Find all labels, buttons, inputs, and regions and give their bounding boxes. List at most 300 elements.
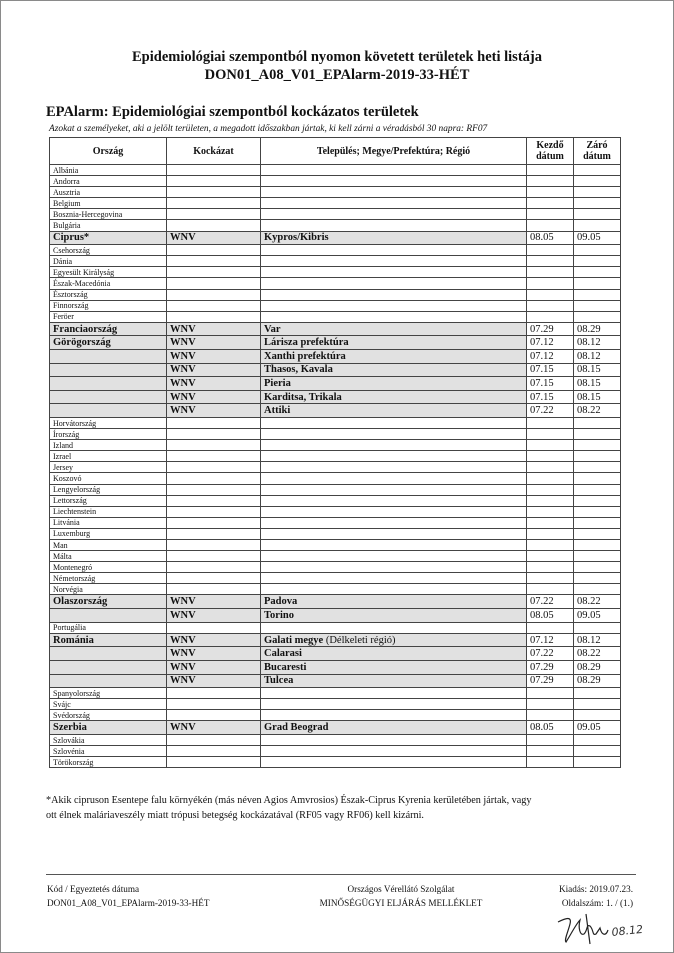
place-cell	[261, 688, 527, 699]
country-cell: Franciaország	[50, 322, 167, 336]
risk-cell	[167, 440, 261, 451]
place-cell: Torino	[261, 609, 527, 623]
end-date-cell	[574, 484, 621, 495]
footnote-line-1: *Akik cipruson Esentepe falu környékén (más néven Agios Amvrosios) Észak-Ciprus Kyrenia kerületében jártak, vagy	[46, 795, 532, 806]
country-cell: Lettország	[50, 495, 167, 506]
end-date-cell	[574, 220, 621, 231]
end-date-cell: 08.12	[574, 336, 621, 350]
country-cell: Norvégia	[50, 584, 167, 595]
risk-cell	[167, 584, 261, 595]
table-row	[50, 710, 621, 721]
footnote-line-2: ott élnek maláriaveszély miatt trópusi betegség kockázatával (RF05 vagy RF06) kell kizárni.	[46, 810, 424, 821]
table-row	[50, 404, 621, 418]
end-date-cell	[574, 187, 621, 198]
place-region: (Délkeleti régió)	[325, 634, 396, 646]
table-row	[50, 322, 621, 336]
country-cell: Észtország	[50, 289, 167, 300]
end-date-cell: 08.29	[574, 322, 621, 336]
risk-cell	[167, 417, 261, 428]
start-date-cell	[527, 462, 574, 473]
country-cell: Izrael	[50, 451, 167, 462]
place-cell	[261, 278, 527, 289]
country-cell: Liechtenstein	[50, 506, 167, 517]
risk-cell	[167, 484, 261, 495]
country-cell	[50, 390, 167, 404]
svg-text:08.12: 08.12	[610, 922, 644, 939]
country-cell	[50, 363, 167, 377]
start-date-cell	[527, 209, 574, 220]
country-cell	[50, 377, 167, 391]
risk-cell	[167, 209, 261, 220]
risk-cell	[167, 165, 261, 176]
start-date-cell	[527, 176, 574, 187]
place-cell: Thasos, Kavala	[261, 363, 527, 377]
table-row	[50, 451, 621, 462]
country-cell: Bulgária	[50, 220, 167, 231]
place-cell	[261, 710, 527, 721]
table-row	[50, 311, 621, 322]
end-date-cell: 09.05	[574, 721, 621, 735]
table-row	[50, 495, 621, 506]
risk-cell	[167, 746, 261, 757]
place-cell	[261, 256, 527, 267]
start-date-cell	[527, 311, 574, 322]
country-cell: Horvátország	[50, 417, 167, 428]
start-date-cell	[527, 417, 574, 428]
risk-cell: WNV	[167, 647, 261, 661]
risk-cell	[167, 176, 261, 187]
country-cell	[50, 404, 167, 418]
start-date-cell	[527, 622, 574, 633]
table-row	[50, 377, 621, 391]
start-date-cell: 07.29	[527, 322, 574, 336]
table-row	[50, 699, 621, 710]
risk-cell	[167, 528, 261, 539]
end-date-cell	[574, 429, 621, 440]
country-cell	[50, 350, 167, 364]
table-row	[50, 622, 621, 633]
table-row	[50, 517, 621, 528]
country-cell: Ciprus*	[50, 231, 167, 245]
end-date-cell	[574, 735, 621, 746]
risk-cell: WNV	[167, 377, 261, 391]
country-cell: Románia	[50, 633, 167, 647]
start-date-cell	[527, 484, 574, 495]
place-cell	[261, 735, 527, 746]
table-row	[50, 300, 621, 311]
end-date-cell	[574, 417, 621, 428]
section-note: Azokat a személyeket, aki a jelölt területen, a megadott időszakban jártak, ki kell zárni a véradásból 30 napra: RF07	[49, 124, 488, 134]
risk-cell	[167, 300, 261, 311]
footer-procedure: MINŐSÉGÜGYI ELJÁRÁS MELLÉKLET	[319, 898, 483, 908]
start-date-cell	[527, 187, 574, 198]
footer-organization: Országos Vérellátó Szolgálat	[347, 884, 455, 894]
country-cell: Portugália	[50, 622, 167, 633]
end-date-cell: 08.29	[574, 674, 621, 688]
end-date-cell	[574, 746, 621, 757]
country-cell	[50, 647, 167, 661]
footer-code-label: Kód / Egyeztetés dátuma	[47, 884, 140, 894]
start-date-cell	[527, 746, 574, 757]
place-cell	[261, 746, 527, 757]
country-cell	[50, 674, 167, 688]
risk-cell	[167, 506, 261, 517]
country-cell: Luxemburg	[50, 528, 167, 539]
table-row	[50, 735, 621, 746]
place-cell	[261, 473, 527, 484]
start-date-cell	[527, 757, 574, 768]
end-date-cell	[574, 622, 621, 633]
place-cell	[261, 220, 527, 231]
risk-cell	[167, 289, 261, 300]
place-cell: Pieria	[261, 377, 527, 391]
place-cell	[261, 245, 527, 256]
start-date-cell: 08.05	[527, 721, 574, 735]
end-date-cell	[574, 506, 621, 517]
country-cell: Izland	[50, 440, 167, 451]
risk-cell: WNV	[167, 633, 261, 647]
end-date-cell	[574, 573, 621, 584]
place-cell	[261, 300, 527, 311]
risk-cell	[167, 245, 261, 256]
end-date-cell	[574, 311, 621, 322]
start-date-cell: 07.12	[527, 350, 574, 364]
start-date-cell	[527, 300, 574, 311]
table-row	[50, 390, 621, 404]
table-row	[50, 584, 621, 595]
place-cell: Lárisza prefektúra	[261, 336, 527, 350]
country-cell: Litvánia	[50, 517, 167, 528]
end-date-cell: 08.15	[574, 390, 621, 404]
end-date-cell	[574, 540, 621, 551]
footer-organization-block	[301, 882, 501, 910]
table-row	[50, 209, 621, 220]
country-cell: Észak-Macedónia	[50, 278, 167, 289]
country-cell: Feröer	[50, 311, 167, 322]
place-cell	[261, 209, 527, 220]
start-date-cell: 07.22	[527, 647, 574, 661]
end-date-cell	[574, 688, 621, 699]
table-row	[50, 350, 621, 364]
country-cell: Albánia	[50, 165, 167, 176]
end-date-cell	[574, 710, 621, 721]
start-date-cell	[527, 688, 574, 699]
risk-cell	[167, 429, 261, 440]
risk-cell: WNV	[167, 404, 261, 418]
table-row	[50, 757, 621, 768]
column-header-end-date: Záró dátum	[574, 138, 621, 165]
end-date-cell	[574, 495, 621, 506]
table-row	[50, 473, 621, 484]
place-cell: Bucaresti	[261, 660, 527, 674]
place-cell	[261, 562, 527, 573]
column-header-country: Ország	[50, 138, 167, 165]
country-cell	[50, 609, 167, 623]
risk-cell: WNV	[167, 595, 261, 609]
country-cell: Spanyolország	[50, 688, 167, 699]
risk-cell	[167, 688, 261, 699]
end-date-cell	[574, 462, 621, 473]
end-date-cell	[574, 584, 621, 595]
table-row	[50, 278, 621, 289]
end-date-cell	[574, 209, 621, 220]
start-date-cell: 07.12	[527, 336, 574, 350]
end-date-cell	[574, 757, 621, 768]
risk-cell: WNV	[167, 660, 261, 674]
footer-page-number: Oldalszám: 1. / (1.)	[561, 898, 633, 908]
start-date-cell: 07.29	[527, 660, 574, 674]
start-date-cell	[527, 278, 574, 289]
risk-cell	[167, 473, 261, 484]
end-date-cell	[574, 440, 621, 451]
risk-cell	[167, 710, 261, 721]
place-cell: Calarasi	[261, 647, 527, 661]
start-date-cell	[527, 440, 574, 451]
end-date-cell	[574, 267, 621, 278]
end-date-cell: 09.05	[574, 231, 621, 245]
place-cell	[261, 551, 527, 562]
table-row	[50, 256, 621, 267]
place-cell	[261, 517, 527, 528]
country-cell: Finnország	[50, 300, 167, 311]
place-cell: Padova	[261, 595, 527, 609]
country-cell: Dánia	[50, 256, 167, 267]
table-row	[50, 231, 621, 245]
end-date-cell: 08.12	[574, 350, 621, 364]
country-cell: Írország	[50, 429, 167, 440]
start-date-cell	[527, 245, 574, 256]
end-date-cell	[574, 256, 621, 267]
column-header-place: Település; Megye/Prefektúra; Régió	[261, 138, 527, 165]
place-cell: Kypros/Kibris	[261, 231, 527, 245]
place-cell: Var	[261, 322, 527, 336]
footer-issue-date: Kiadás: 2019.07.23.	[558, 884, 633, 894]
place-cell: Attiki	[261, 404, 527, 418]
country-cell: Szlovénia	[50, 746, 167, 757]
start-date-cell	[527, 220, 574, 231]
place-cell	[261, 757, 527, 768]
start-date-cell	[527, 506, 574, 517]
table-row	[50, 198, 621, 209]
start-date-cell	[527, 710, 574, 721]
country-cell: Németország	[50, 573, 167, 584]
end-date-cell	[574, 517, 621, 528]
risk-cell	[167, 198, 261, 209]
start-date-cell	[527, 517, 574, 528]
document-code: DON01_A08_V01_EPAlarm-2019-33-HÉT	[204, 67, 470, 83]
country-cell: Szlovákia	[50, 735, 167, 746]
table-row	[50, 647, 621, 661]
place-cell: Grad Beograd	[261, 721, 527, 735]
end-date-cell	[574, 562, 621, 573]
table-row	[50, 440, 621, 451]
risk-cell	[167, 495, 261, 506]
table-row	[50, 528, 621, 539]
risk-cell	[167, 757, 261, 768]
start-date-cell: 07.29	[527, 674, 574, 688]
table-header-row	[50, 138, 621, 165]
place-cell	[261, 484, 527, 495]
country-cell: Görögország	[50, 336, 167, 350]
end-date-cell: 08.22	[574, 404, 621, 418]
place-cell	[261, 573, 527, 584]
start-date-cell: 07.22	[527, 595, 574, 609]
column-header-risk: Kockázat	[167, 138, 261, 165]
risk-cell	[167, 735, 261, 746]
risk-cell	[167, 573, 261, 584]
section-title: EPAlarm: Epidemiológiai szempontból kockázatos területek	[46, 104, 419, 120]
country-cell: Ausztria	[50, 187, 167, 198]
table-row	[50, 176, 621, 187]
country-cell: Jersey	[50, 462, 167, 473]
start-date-cell	[527, 562, 574, 573]
end-date-cell	[574, 165, 621, 176]
start-date-cell: 07.15	[527, 363, 574, 377]
end-date-cell	[574, 300, 621, 311]
place-cell	[261, 417, 527, 428]
start-date-cell	[527, 540, 574, 551]
end-date-cell	[574, 289, 621, 300]
country-cell: Málta	[50, 551, 167, 562]
table-row	[50, 220, 621, 231]
end-date-cell: 08.22	[574, 647, 621, 661]
country-cell: Törökország	[50, 757, 167, 768]
table-row	[50, 688, 621, 699]
table-row	[50, 267, 621, 278]
place-cell	[261, 198, 527, 209]
start-date-cell	[527, 551, 574, 562]
table-row	[50, 540, 621, 551]
start-date-cell	[527, 495, 574, 506]
risk-cell	[167, 551, 261, 562]
country-cell: Man	[50, 540, 167, 551]
table-row	[50, 721, 621, 735]
footer-code-value: DON01_A08_V01_EPAlarm-2019-33-HÉT	[47, 898, 210, 908]
place-cell	[261, 495, 527, 506]
place-cell	[261, 165, 527, 176]
end-date-cell	[574, 528, 621, 539]
risk-cell	[167, 562, 261, 573]
start-date-cell	[527, 528, 574, 539]
start-date-cell	[527, 451, 574, 462]
start-date-cell	[527, 256, 574, 267]
end-date-cell	[574, 198, 621, 209]
table-row	[50, 484, 621, 495]
place-cell	[261, 633, 527, 647]
start-date-cell	[527, 289, 574, 300]
risk-cell	[167, 278, 261, 289]
country-cell	[50, 660, 167, 674]
place-cell: Xanthi prefektúra	[261, 350, 527, 364]
place-cell	[261, 699, 527, 710]
start-date-cell: 07.22	[527, 404, 574, 418]
risk-cell: WNV	[167, 350, 261, 364]
start-date-cell	[527, 429, 574, 440]
place-cell	[261, 506, 527, 517]
risk-cell: WNV	[167, 336, 261, 350]
table-row	[50, 562, 621, 573]
table-row	[50, 506, 621, 517]
country-cell: Svédország	[50, 710, 167, 721]
table-row	[50, 633, 621, 647]
risk-cell	[167, 311, 261, 322]
table-row	[50, 551, 621, 562]
risk-cell	[167, 699, 261, 710]
risk-cell	[167, 622, 261, 633]
place-cell	[261, 451, 527, 462]
start-date-cell: 07.12	[527, 633, 574, 647]
end-date-cell	[574, 699, 621, 710]
table-row	[50, 573, 621, 584]
risk-cell	[167, 517, 261, 528]
risk-cell: WNV	[167, 363, 261, 377]
start-date-cell: 07.15	[527, 377, 574, 391]
country-cell: Egyesült Királyság	[50, 267, 167, 278]
risk-cell	[167, 267, 261, 278]
table-row	[50, 746, 621, 757]
risk-cell	[167, 540, 261, 551]
start-date-cell: 07.15	[527, 390, 574, 404]
column-header-start-date: Kezdő dátum	[527, 138, 574, 165]
start-date-cell	[527, 699, 574, 710]
end-date-cell: 08.22	[574, 595, 621, 609]
risk-cell: WNV	[167, 674, 261, 688]
table-row	[50, 660, 621, 674]
footnote	[46, 793, 606, 823]
table-row	[50, 245, 621, 256]
end-date-cell	[574, 245, 621, 256]
end-date-cell	[574, 473, 621, 484]
risk-cell	[167, 462, 261, 473]
table-row	[50, 674, 621, 688]
risk-cell	[167, 187, 261, 198]
table-row	[50, 609, 621, 623]
footer-code-block	[47, 882, 209, 910]
start-date-cell	[527, 473, 574, 484]
place-cell	[261, 187, 527, 198]
table-row	[50, 429, 621, 440]
place-cell	[261, 622, 527, 633]
country-cell: Csehország	[50, 245, 167, 256]
place-cell	[261, 584, 527, 595]
country-cell: Montenegró	[50, 562, 167, 573]
table-row	[50, 336, 621, 350]
end-date-cell: 08.15	[574, 363, 621, 377]
risk-cell	[167, 220, 261, 231]
place-cell: Karditsa, Trikala	[261, 390, 527, 404]
end-date-cell	[574, 278, 621, 289]
document-title: Epidemiológiai szempontból nyomon követett területek heti listája	[131, 49, 542, 65]
end-date-cell	[574, 551, 621, 562]
risk-cell: WNV	[167, 231, 261, 245]
country-cell: Bosznia-Hercegovina	[50, 209, 167, 220]
end-date-cell	[574, 451, 621, 462]
place-cell	[261, 429, 527, 440]
end-date-cell: 08.15	[574, 377, 621, 391]
end-date-cell: 08.29	[574, 660, 621, 674]
place-cell	[261, 440, 527, 451]
start-date-cell	[527, 584, 574, 595]
table-row	[50, 462, 621, 473]
place-cell	[261, 267, 527, 278]
risk-cell: WNV	[167, 721, 261, 735]
country-cell: Belgium	[50, 198, 167, 209]
end-date-cell: 08.12	[574, 633, 621, 647]
country-cell: Andorra	[50, 176, 167, 187]
place-cell	[261, 289, 527, 300]
country-cell: Svájc	[50, 699, 167, 710]
table-row	[50, 187, 621, 198]
